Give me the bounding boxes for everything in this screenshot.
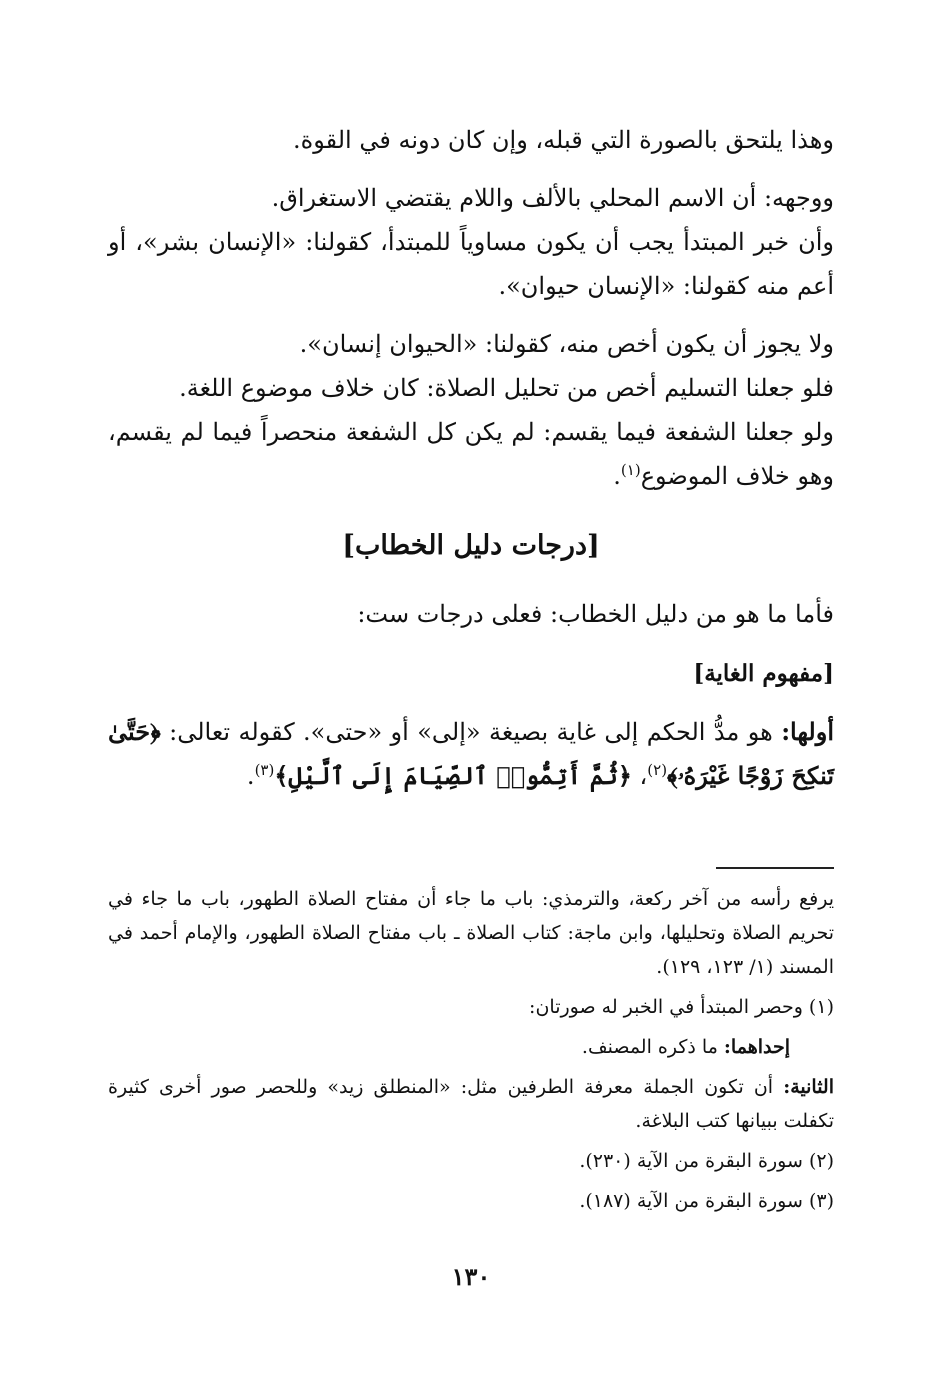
page-number: ١٣٠ bbox=[451, 1262, 491, 1291]
footnote-1-second-text: أن تكون الجملة معرفة الطرفين مثل: «المنطلق زيد» وللحصر صور أخرى كثيرة تكفلت ببيانها كتب البلاغة. bbox=[108, 1076, 834, 1132]
footnote-ref-2: (٢) bbox=[647, 761, 668, 779]
footnote-1-second bbox=[108, 1070, 834, 1138]
footnote-1-first bbox=[108, 1030, 834, 1064]
footnote-1-first-lead: إحداهما: bbox=[723, 1036, 790, 1058]
paragraph-8 bbox=[108, 710, 834, 798]
subsection-heading: [مفهوم الغاية] bbox=[693, 660, 834, 687]
main-text bbox=[108, 118, 834, 798]
paragraph-3: وأن خبر المبتدأ يجب أن يكون مساوياً للمبتدأ، كقولنا: «الإنسان بشر»، أو أعم منه كقولنا: «الإنسان حيوان». bbox=[108, 228, 834, 300]
paragraph-6-end: . bbox=[613, 462, 621, 490]
footnote-2: (٢) سورة البقرة من الآية (٢٣٠). bbox=[579, 1150, 834, 1172]
paragraph-8-end: . bbox=[246, 762, 255, 790]
footnotes bbox=[108, 882, 834, 1218]
paragraph-6-text: ولو جعلنا الشفعة فيما يقسم: لم يكن كل الشفعة منحصراً فيما لم يقسم، وهو خلاف الموضوع bbox=[108, 418, 834, 490]
paragraph-1: وهذا يلتحق بالصورة التي قبله، وإن كان دونه في القوة. bbox=[293, 126, 834, 154]
footnote-1-second-lead: الثانية: bbox=[783, 1076, 834, 1098]
quran-verse-1: ﴿حَتَّىٰ تَنكِحَ زَوْجًا غَيْرَهُۥ﴾ bbox=[108, 717, 834, 790]
paragraph-6 bbox=[108, 410, 834, 498]
footnote-1-first-text: ما ذكره المصنف. bbox=[581, 1036, 724, 1058]
footnote-ref-1: (١) bbox=[620, 461, 641, 479]
paragraph-4: ولا يجوز أن يكون أخص منه، كقولنا: «الحيوان إنسان». bbox=[299, 330, 834, 358]
paragraph-8-text: هو مدُّ الحكم إلى غاية بصيغة «إلى» أو «حتى». كقوله تعالى: bbox=[160, 718, 782, 746]
quran-verse-2: ﴿ثُمَّ أَتِمُّوا۟ ٱلصِّيَامَ إِلَى ٱلَّيْلِ﴾ bbox=[274, 761, 632, 790]
footnote-continuation: يرفع رأسه من آخر ركعة، والترمذي: باب ما جاء أن مفتاح الصلاة الطهور، باب ما جاء في تحريم الصلاة وتحليلها، وابن ماجة: كتاب الصلاة ـ باب مفتاح الصلاة الطهور، والإمام أحمد في المسند (١/ ١٢٣، ١٢٩). bbox=[108, 888, 834, 978]
paragraph-7: فأما ما هو من دليل الخطاب: فعلى درجات ست: bbox=[357, 600, 834, 628]
paragraph-5: فلو جعلنا التسليم أخص من تحليل الصلاة: كان خلاف موضوع اللغة. bbox=[179, 374, 834, 402]
paragraph-8-lead: أولها: bbox=[781, 717, 834, 746]
footnote-3: (٣) سورة البقرة من الآية (١٨٧). bbox=[579, 1190, 834, 1212]
footnote-1: (١) وحصر المبتدأ في الخبر له صورتان: bbox=[529, 996, 834, 1018]
footnote-divider bbox=[716, 867, 834, 869]
section-heading: [درجات دليل الخطاب] bbox=[342, 530, 600, 561]
paragraph-2: ووجهه: أن الاسم المحلي بالألف واللام يقتضي الاستغراق. bbox=[271, 184, 834, 212]
verse-separator: ، bbox=[631, 762, 648, 790]
footnote-ref-3: (٣) bbox=[254, 761, 275, 779]
